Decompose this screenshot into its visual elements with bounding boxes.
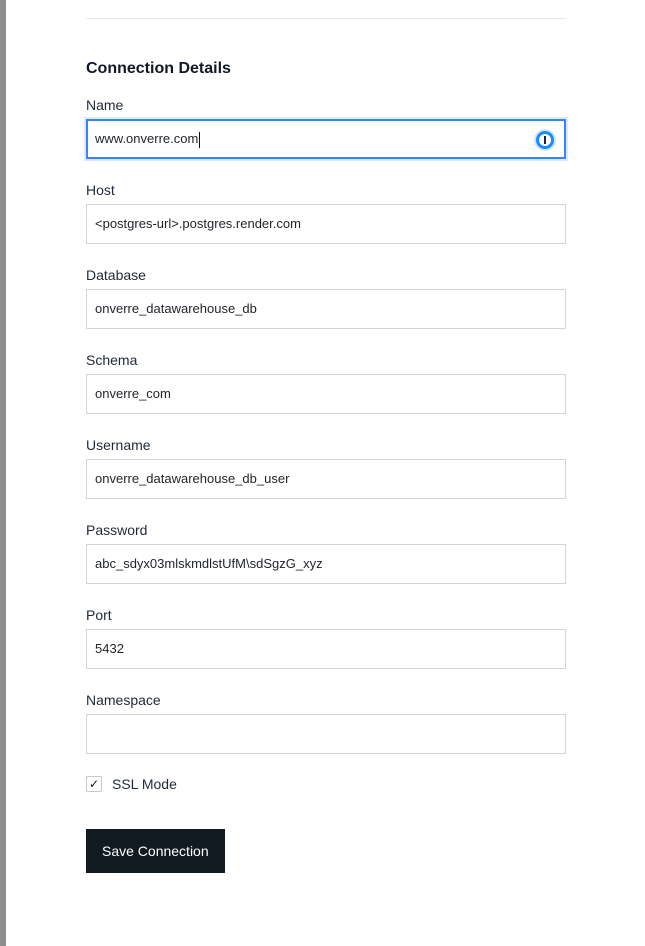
password-field-group — [86, 520, 566, 571]
database-field-group — [86, 265, 566, 316]
window-left-edge — [0, 0, 6, 946]
ssl-mode-row[interactable] — [86, 774, 286, 794]
name-input-value: www.onverre.com — [95, 131, 199, 146]
schema-field-group — [86, 350, 566, 401]
text-caret — [199, 132, 200, 148]
port-label: Port — [86, 607, 112, 623]
name-label: Name — [86, 97, 124, 113]
save-connection-button[interactable]: Save Connection — [86, 829, 225, 873]
host-field-group — [86, 180, 566, 231]
divider — [86, 18, 566, 19]
username-input[interactable]: onverre_datawarehouse_db_user — [86, 459, 566, 499]
schema-label: Schema — [86, 352, 138, 368]
name-input[interactable] — [86, 119, 566, 159]
password-manager-icon[interactable] — [534, 129, 556, 151]
username-label: Username — [86, 437, 151, 453]
ssl-mode-label: SSL Mode — [112, 776, 177, 792]
namespace-input[interactable] — [86, 714, 566, 754]
ssl-mode-checkbox[interactable]: ✓ — [86, 776, 102, 792]
namespace-field-group — [86, 690, 566, 710]
password-label: Password — [86, 522, 148, 538]
port-input[interactable]: 5432 — [86, 629, 566, 669]
database-label: Database — [86, 267, 146, 283]
schema-input[interactable]: onverre_com — [86, 374, 566, 414]
section-title: Connection Details — [86, 60, 231, 77]
port-field-group — [86, 605, 566, 656]
username-field-group — [86, 435, 566, 486]
name-field-group — [86, 95, 566, 146]
host-input[interactable]: <postgres-url>.postgres.render.com — [86, 204, 566, 244]
password-input[interactable]: abc_sdyx03mlskmdlstUfM\sdSgzG_xyz — [86, 544, 566, 584]
namespace-label: Namespace — [86, 692, 161, 708]
host-label: Host — [86, 182, 115, 198]
database-input[interactable]: onverre_datawarehouse_db — [86, 289, 566, 329]
